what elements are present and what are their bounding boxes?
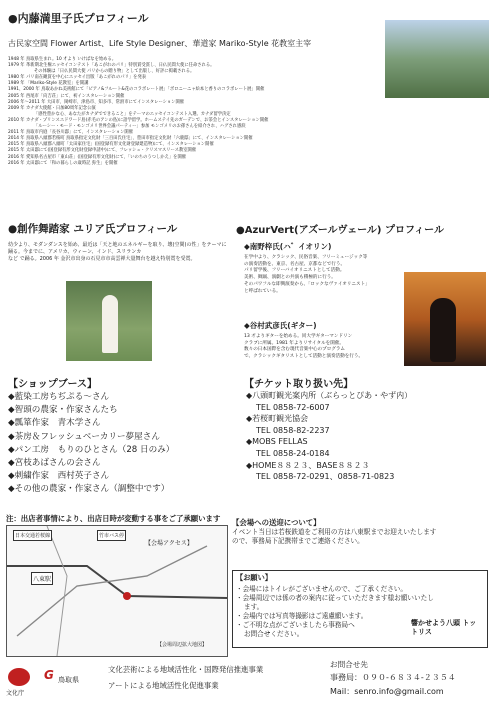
- footer-line1: 文化芸術による地域活性化・国際発信推進事業: [108, 665, 264, 674]
- history-line: 1989 年 「Mariko-Style 花教室」を開講: [8, 81, 89, 87]
- shuttle-text: [232, 528, 436, 546]
- history-line: 1980 年 パリ南在観賞を中心にエッセイ出版「あこがれのパリ」を発表: [8, 75, 147, 81]
- contact-mail[interactable]: Mail：senro.info@gmail.com: [330, 687, 444, 696]
- history-line: 2015 年 太田邸にて(国登録有形文化財登録申請中)にて、フレッシュ・クリスマスリース教室開催: [8, 148, 197, 154]
- ticket-line: TEL 0858-72-6007: [256, 402, 330, 412]
- shop-list: [8, 391, 174, 497]
- ticket-line: TEL 0858-72-0291、0858-71-0823: [256, 472, 395, 482]
- history-line: 2009 年 カナダ大使館・日加80周年記念公演: [8, 105, 96, 111]
- history-line: 2015 年 鳥取県八頭郡八頭町「太田家住宅」(国登録有形文化財登録建造物)にて、インスタレーション開催: [8, 142, 214, 148]
- guitar-bio: [244, 334, 404, 361]
- guitar-line: クラブに所属。1981 年よりリサイタルを開催。: [244, 340, 345, 346]
- guitar-line: 数々の日本国際を含む現代音楽中心のプログラム: [244, 347, 346, 353]
- shuttle-title: 【会場への送迎について】: [232, 518, 321, 527]
- request-line: ・会場にはトイレがございませんので、ご了承ください。: [236, 585, 407, 593]
- azur-title: ●AzurVert(アズールヴェール) プロフィール: [236, 225, 444, 236]
- ticket-line: ◆HOME８８２３、BASE８８２３: [246, 460, 370, 470]
- request-line: ます。: [244, 603, 264, 611]
- map-tag: 竹市バス停: [97, 530, 126, 541]
- request-line: ・会場内では写真等撮影はご遠慮願います。: [236, 612, 368, 620]
- request-title: 【お願い】: [236, 573, 272, 582]
- ticket-list: [246, 390, 412, 483]
- shop-title: 【ショップブース】: [8, 379, 97, 390]
- history-line: 2016 年 愛知県名古屋市「東山荘」(国登録有形文化財)にて、「いのちのうつしかえ」を開催: [8, 154, 187, 160]
- dance-line: など で踊る。2006 年 金沢市出身の石見市市高雲禅大量舞台を越え特別賞を受賞。: [8, 256, 196, 262]
- dance-text: [8, 242, 230, 263]
- dancer-photo: [66, 281, 152, 361]
- ticket-line: ◆八頭町観光案内所（ぶらっとぴあ・やず内）: [246, 391, 413, 400]
- history-line: その体験は「日仏民間大使 パリからの贈り物」として出版し、好評に掲載される。: [34, 69, 195, 75]
- shuttle-line: ので、事務局下記携帯までご連絡ください。: [232, 537, 364, 545]
- history-line: 「感性豊かな心、あなたがカナダでできること」をテーマのエッセイコンテスト入選。カナダ留学決定: [34, 111, 231, 117]
- shop-item: ◆その他の農家・作家さん（調整中です）: [8, 484, 170, 495]
- dance-title: ●創作舞踏家 ユリア氏プロフィール: [8, 223, 178, 235]
- access-label: 【会場アクセス】: [145, 540, 193, 547]
- guitar-line: 13 才よりギターを始める。同大学ギターマンドリン: [244, 334, 353, 339]
- violin-line: そのパワフルな即興演奏から、「ロックなヴァイオリニスト」: [244, 281, 370, 287]
- shop-item: ◆茶房＆フレッシュベーカリー夢屋さん: [8, 431, 160, 442]
- profile-subtitle: 古民家空間 Flower Artist、Life Style Designer、華道家 Mariko-Style 花教室主宰: [8, 39, 312, 48]
- violin-line: 在学中より、クラシック、民俗音楽、フリーミュージック等: [244, 255, 368, 260]
- history-line: 2014 年 鳥取県八頭郡若桜町 鳥取県指定文化財「三百田氏住宅」、豊田市指定文化財「六鹿邸」にて、インスタレーション開催: [8, 136, 253, 142]
- bunkacho-logo: [8, 668, 30, 686]
- contact-title: お問合せ先: [330, 660, 368, 669]
- area-map: [6, 525, 228, 657]
- map-station-tag: 八東駅: [31, 572, 53, 585]
- map-tag: 日本交通若桜線: [13, 530, 52, 541]
- violin-name: ◆南野梓氏(ハ゛イオリン): [244, 242, 332, 251]
- request-line: お問合せください。: [244, 630, 304, 638]
- ticket-line: TEL 0858-24-0184: [256, 448, 330, 458]
- profile-title: ●内藤満里子氏プロフィール: [8, 12, 149, 25]
- ticket-line: ◆若桜町観光協会: [246, 414, 309, 424]
- musician-figure: [430, 298, 456, 362]
- history-line: 1991、2000 年 鳥取あかね美術館にて「ピアノ&フルート&花のコラボレート展」「ボロニーニャ絵本と香りのコラボレート展」開催: [8, 87, 265, 93]
- guitar-name: ◆谷村武彦氏(ギター): [244, 321, 317, 330]
- request-box: [232, 570, 488, 648]
- notice-text: 注：出店者事情により、出店日時が変動する事をご了承願います: [6, 514, 221, 523]
- ticket-line: TEL 0858-82-2237: [256, 425, 330, 435]
- violin-line: の演奏活動を、東京、名古屋、京都などで行う。: [244, 261, 346, 267]
- tottori-label: 鳥取県: [58, 676, 79, 684]
- shuttle-line: イベント当日は若桜鉄道をご利用の方は八東駅までお迎えいたします: [232, 528, 437, 536]
- parking-label: 【会場周辺拡大地図】: [157, 642, 208, 648]
- guitar-line: で、クラシックギタリストとして活動と演奏活動を行う。: [244, 354, 364, 360]
- shop-item: ◆智頭の農家・作家さんたち: [8, 405, 118, 416]
- contact-office: 事務局：０９０-６８３４-２３５４: [330, 673, 456, 682]
- tottoris-badge: 響かせよう八頭 トットリス: [411, 619, 477, 636]
- history-line: 2010 年 カナダ・プリンスエドワード島(赤毛のアンの島)に語学留学。ホームステイ先のガーデンで、お茶会とインスタレーション開催: [8, 117, 269, 123]
- history-line: 2011 年 鳥取市内庭「長谷川邸」にて、インスタレーション開催: [8, 130, 133, 136]
- history-line: 1979 年 革新期北生権エッセイコンテスト「あこがれのパリ」特別賞受賞し、日仏民間大使に任命される。: [8, 63, 215, 69]
- history-line: 2016 年 太田邸にて「和の暮らしの歳時記 弥生」を開催: [8, 160, 118, 166]
- shop-item: ◆刺繍作家 西村英子さん: [8, 471, 110, 482]
- tottori-logo-mark: G: [44, 668, 54, 682]
- shop-item: ◆藍染工房ちぢぷる～さん: [8, 392, 110, 402]
- ticket-line: ◆MOBS FELLAS: [246, 437, 308, 447]
- violin-line: 美術、舞踊、演劇との共演も積極的に行う。: [244, 275, 336, 281]
- request-line: ・ご不明な点がございましたら事務局へ: [236, 621, 355, 629]
- history-line: 「ルーシー・モード・モンゴメリ世界会議パーティー」参加 モンゴメリのお孫さんを紹介され、ハグされ感涙: [34, 124, 246, 130]
- history-line: 1948 年 鳥取県生まれ。10 才より いけばなを始める。: [8, 57, 117, 62]
- musician-photo: [404, 272, 486, 366]
- dance-line: 幼少より、モダンダンスを始め、最近は「天と地のエネルギーを取り、壊(空間)の性」をテーマに踊る。今までに、アメリカ、ウィーン、インド、スリランカ: [8, 242, 227, 255]
- history-line: 2005 年 西尾市「向吉荘」にて、初インスタレーション開催: [8, 93, 125, 99]
- violin-line: と呼ばれている。: [244, 288, 281, 294]
- shop-item: ◆パン工房 もりのひとさん（28 日のみ）: [8, 444, 175, 455]
- bunkacho-label: 文化庁: [6, 690, 25, 697]
- violin-bio: [244, 255, 399, 295]
- ticket-title: 【チケット取り扱い先】: [244, 379, 354, 390]
- shop-item: ◆瓢箪作家 青木学さん: [8, 418, 101, 429]
- shop-item: ◆宮枝あばさんの会さん: [8, 458, 101, 469]
- dancer-figure: [102, 295, 118, 353]
- history-line: 2006 年〜2011 年 大田市、岡崎市、津島市、知多市、常滑市にてインスタレーション開催: [8, 99, 185, 105]
- footer-line2: アートによる地域活性化促進事業: [108, 681, 219, 690]
- request-line: ・会場周辺では係の者の案内に従っていただきます様お願いいたし: [236, 594, 434, 602]
- map-roads: [7, 526, 227, 656]
- violin-line: パリ留学後、フリーバイオリニストとして活動。: [244, 268, 345, 274]
- profile-history: [8, 57, 478, 167]
